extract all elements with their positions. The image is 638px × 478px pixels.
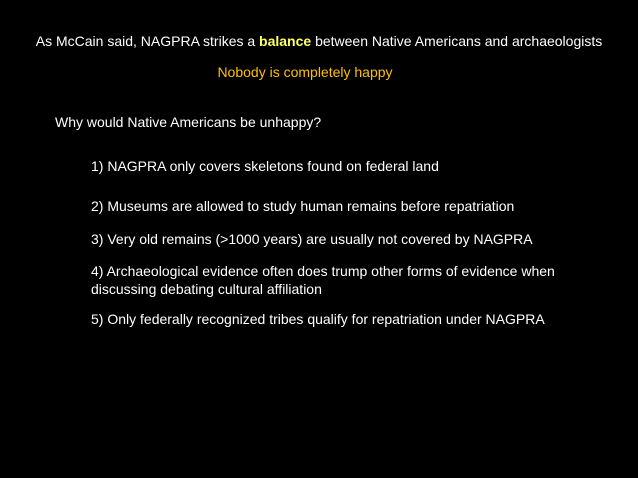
- headline-highlight: balance: [259, 33, 312, 49]
- headline-before: As McCain said, NAGPRA strikes a: [35, 33, 260, 49]
- headline: [0, 33, 638, 50]
- list-item: 3) Very old remains (>1000 years) are usually not covered by NAGPRA: [91, 231, 533, 247]
- subheadline: Nobody is completely happy: [217, 64, 393, 80]
- headline-after: between Native Americans and archaeologists: [311, 33, 603, 49]
- question: Why would Native Americans be unhappy?: [55, 114, 322, 130]
- list-item: 5) Only federally recognized tribes qualify for repatriation under NAGPRA: [91, 311, 545, 327]
- list-item: 1) NAGPRA only covers skeletons found on federal land: [91, 158, 439, 174]
- list-item: 2) Museums are allowed to study human remains before repatriation: [91, 198, 515, 214]
- list-item: 4) Archaeological evidence often does trump other forms of evidence when discussing debating cultural affiliation: [91, 263, 555, 297]
